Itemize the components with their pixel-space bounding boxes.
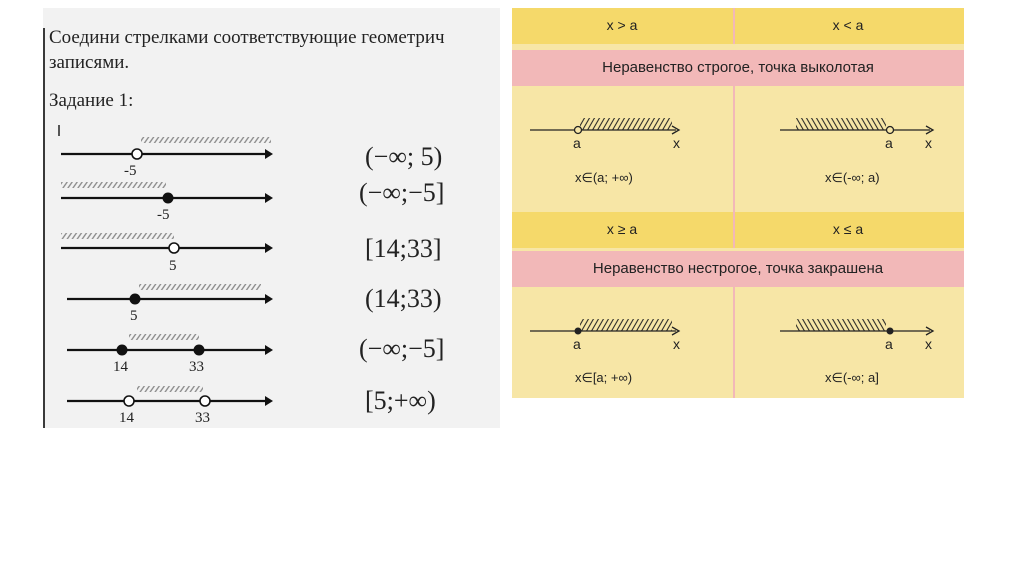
interval-1: (−∞; 5) (365, 142, 443, 171)
number-line-6 (67, 386, 273, 406)
le-axis-label: x (925, 336, 932, 352)
worksheet-title-line-2: записями. (49, 52, 130, 73)
line5-label-14: 14 (113, 359, 128, 375)
number-line-1 (61, 137, 273, 159)
line6-label-33: 33 (195, 410, 210, 426)
line-gt (530, 118, 679, 134)
line-lt (780, 118, 933, 134)
header-le: x ≤ a (832, 221, 864, 237)
lt-point-label: a (885, 135, 893, 151)
header-gt: x > a (606, 17, 638, 33)
le-set: x∈(-∞; a] (825, 370, 879, 385)
inequality-reference-table (512, 8, 964, 398)
worksheet-task-label: Задание 1: (49, 90, 134, 111)
lt-set: x∈(-∞; a) (825, 170, 880, 185)
ge-set: x∈[a; +∞) (575, 370, 633, 385)
number-line-4 (67, 284, 273, 305)
nonstrict-title: Неравенство нестрогое, точка закрашена (592, 260, 884, 277)
interval-4: (14;33) (365, 284, 442, 313)
gt-set: x∈(a; +∞) (575, 170, 633, 185)
line4-label: 5 (130, 308, 138, 324)
worksheet-image (43, 8, 500, 428)
line5-label-33: 33 (189, 359, 204, 375)
line-ge (530, 319, 679, 335)
number-line-2 (61, 182, 273, 204)
number-line-5 (67, 334, 273, 356)
interval-5: (−∞;−5] (359, 334, 445, 363)
gt-axis-label: x (673, 135, 680, 151)
ge-point-label: a (573, 336, 581, 352)
header-ge: x ≥ a (606, 221, 638, 237)
line1-label: -5 (124, 163, 137, 179)
worksheet-title-line-1: Соедини стрелками соответствующие геометрич (49, 27, 445, 48)
gt-point-label: a (573, 135, 581, 151)
line-le (780, 319, 933, 335)
header-lt: x < a (832, 17, 864, 33)
ge-axis-label: x (673, 336, 680, 352)
line2-label: -5 (157, 207, 170, 223)
line3-label: 5 (169, 258, 177, 274)
lt-axis-label: x (925, 135, 932, 151)
strict-title: Неравенство строгое, точка выколотая (602, 59, 874, 76)
number-lines-drawing (43, 8, 500, 428)
number-line-3 (61, 233, 273, 253)
le-point-label: a (885, 336, 893, 352)
interval-6: [5;+∞) (365, 386, 436, 415)
interval-3: [14;33] (365, 234, 442, 263)
interval-2: (−∞;−5] (359, 178, 445, 207)
line6-label-14: 14 (119, 410, 134, 426)
